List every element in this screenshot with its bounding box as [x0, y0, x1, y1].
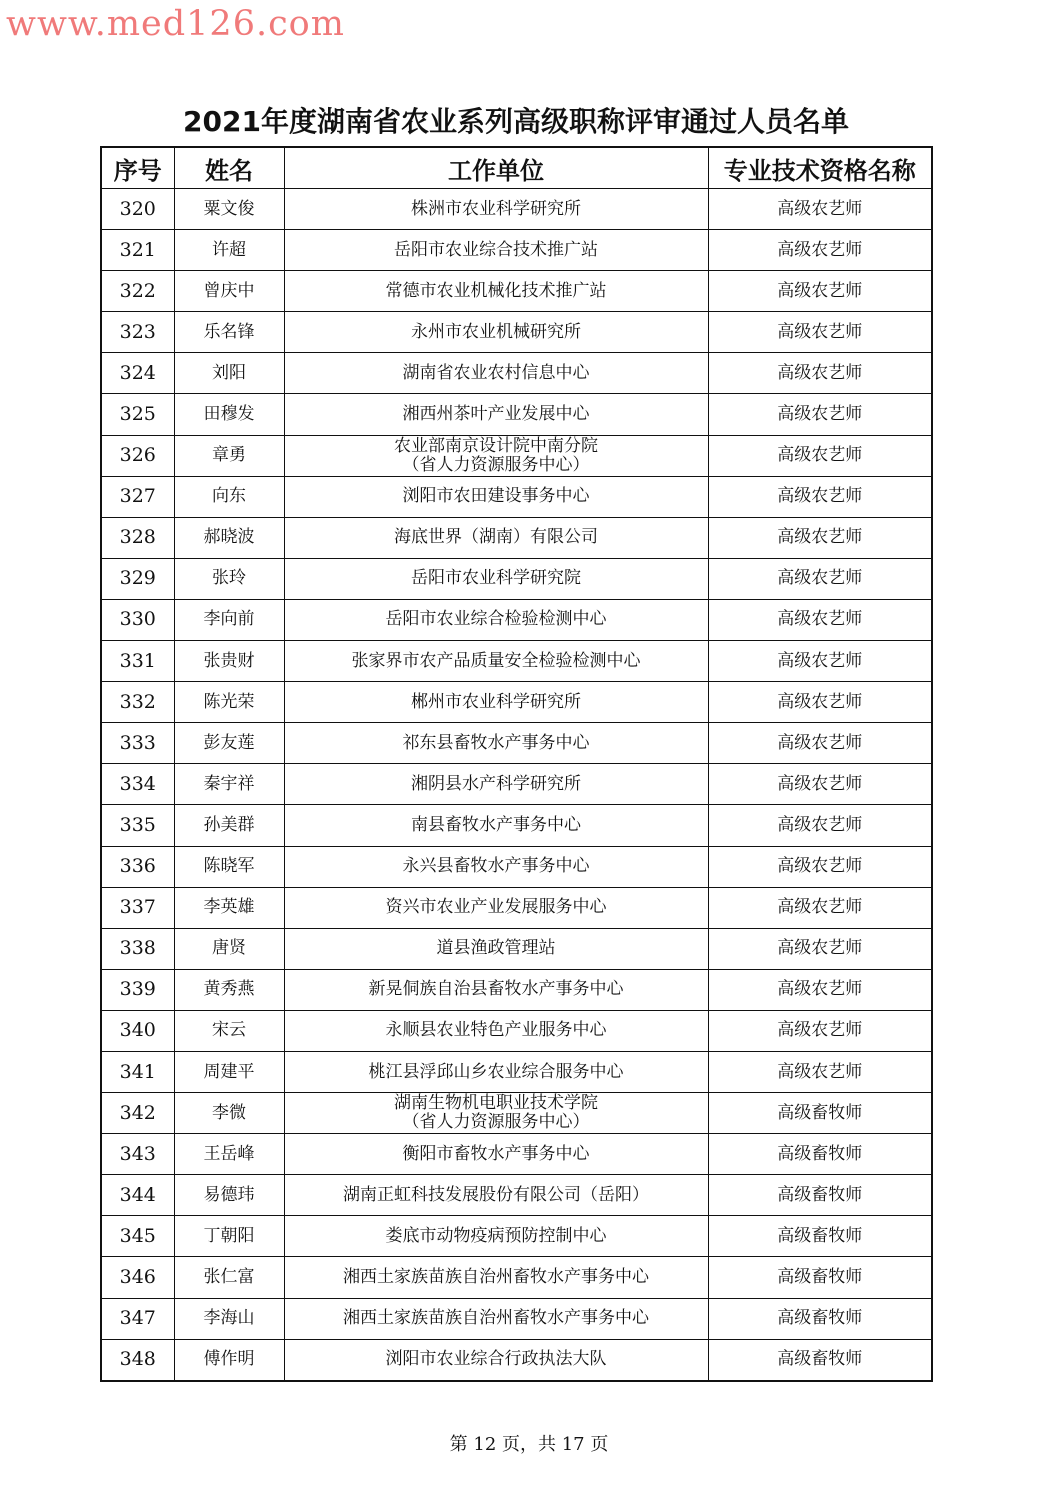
cell-name: 王岳峰 — [174, 1134, 284, 1175]
header-unit: 工作单位 — [284, 147, 708, 189]
cell-unit — [284, 558, 708, 599]
cell-name: 彭友莲 — [174, 723, 284, 764]
table-row — [101, 189, 932, 230]
cell-name: 章勇 — [174, 435, 284, 476]
cell-seq: 339 — [101, 969, 174, 1010]
unit-line: 衡阳市畜牧水产事务中心 — [402, 1143, 590, 1164]
table-row — [101, 1257, 932, 1298]
unit-line: 祁东县畜牧水产事务中心 — [402, 732, 590, 753]
cell-seq: 324 — [101, 353, 174, 394]
unit-line: 资兴市农业产业发展服务中心 — [385, 897, 607, 918]
cell-qualification: 高级农艺师 — [708, 764, 932, 805]
cell-qualification: 高级农艺师 — [708, 1051, 932, 1092]
cell-qualification: 高级农艺师 — [708, 846, 932, 887]
cell-seq: 338 — [101, 928, 174, 969]
cell-unit — [284, 435, 708, 476]
cell-unit — [284, 312, 708, 353]
cell-name: 向东 — [174, 476, 284, 517]
cell-unit — [284, 476, 708, 517]
cell-seq: 323 — [101, 312, 174, 353]
cell-name: 宋云 — [174, 1010, 284, 1051]
cell-unit — [284, 1216, 708, 1257]
cell-name: 乐名锋 — [174, 312, 284, 353]
unit-line: 浏阳市农业综合行政执法大队 — [385, 1349, 607, 1370]
cell-seq: 337 — [101, 887, 174, 928]
cell-qualification: 高级农艺师 — [708, 682, 932, 723]
cell-unit — [284, 887, 708, 928]
page-number: 第 12 页，共 17 页 — [449, 1434, 609, 1455]
table-row — [101, 435, 932, 476]
cell-seq: 327 — [101, 476, 174, 517]
cell-unit — [284, 1257, 708, 1298]
cell-name: 陈光荣 — [174, 682, 284, 723]
unit-line: 常德市农业机械化技术推广站 — [385, 280, 607, 301]
unit-line: 永兴县畜牧水产事务中心 — [402, 856, 590, 877]
table-row — [101, 1339, 932, 1381]
cell-qualification: 高级农艺师 — [708, 312, 932, 353]
unit-line: 娄底市动物疫病预防控制中心 — [385, 1225, 607, 1246]
table-row — [101, 805, 932, 846]
unit-line: 湘阴县水产科学研究所 — [411, 773, 581, 794]
cell-seq: 321 — [101, 230, 174, 271]
unit-line: 郴州市农业科学研究所 — [411, 691, 581, 712]
cell-seq: 336 — [101, 846, 174, 887]
cell-unit — [284, 723, 708, 764]
cell-name: 陈晓军 — [174, 846, 284, 887]
unit-line: 新晃侗族自治县畜牧水产事务中心 — [368, 979, 624, 1000]
unit-line: 桃江县浮邱山乡农业综合服务中心 — [368, 1061, 624, 1082]
table-row — [101, 599, 932, 640]
unit-line: 岳阳市农业综合检验检测中心 — [385, 609, 607, 630]
cell-qualification: 高级农艺师 — [708, 723, 932, 764]
unit-line: 永顺县农业特色产业服务中心 — [385, 1020, 607, 1041]
cell-name: 张玲 — [174, 558, 284, 599]
cell-name: 刘阳 — [174, 353, 284, 394]
cell-unit — [284, 271, 708, 312]
cell-unit — [284, 1010, 708, 1051]
unit-line: 湘西州茶叶产业发展中心 — [402, 404, 590, 425]
cell-qualification: 高级农艺师 — [708, 558, 932, 599]
cell-qualification: 高级畜牧师 — [708, 1216, 932, 1257]
cell-unit — [284, 805, 708, 846]
table-row — [101, 558, 932, 599]
cell-unit — [284, 641, 708, 682]
table-row — [101, 230, 932, 271]
cell-unit — [284, 1093, 708, 1134]
cell-seq: 333 — [101, 723, 174, 764]
cell-seq: 340 — [101, 1010, 174, 1051]
cell-name: 张贵财 — [174, 641, 284, 682]
cell-unit — [284, 764, 708, 805]
unit-line: 永州市农业机械研究所 — [411, 321, 581, 342]
unit-line: 湖南正虹科技发展股份有限公司（岳阳） — [343, 1184, 649, 1205]
cell-name: 孙美群 — [174, 805, 284, 846]
table-row — [101, 764, 932, 805]
cell-name: 李向前 — [174, 599, 284, 640]
unit-line: 岳阳市农业科学研究院 — [411, 568, 581, 589]
cell-name: 秦宇祥 — [174, 764, 284, 805]
cell-qualification: 高级农艺师 — [708, 353, 932, 394]
cell-seq: 334 — [101, 764, 174, 805]
watermark: www.med126.com — [6, 4, 345, 44]
cell-seq: 345 — [101, 1216, 174, 1257]
table-row — [101, 1051, 932, 1092]
header-seq: 序号 — [101, 147, 174, 189]
unit-line: 海底世界（湖南）有限公司 — [394, 527, 598, 548]
cell-qualification: 高级农艺师 — [708, 641, 932, 682]
table-row — [101, 1093, 932, 1134]
cell-qualification: 高级畜牧师 — [708, 1093, 932, 1134]
unit-line: 湘西土家族苗族自治州畜牧水产事务中心 — [343, 1266, 649, 1287]
unit-line: 岳阳市农业综合技术推广站 — [394, 239, 598, 260]
header-qualification: 专业技术资格名称 — [708, 147, 932, 189]
cell-seq: 329 — [101, 558, 174, 599]
cell-seq: 342 — [101, 1093, 174, 1134]
table-row — [101, 1134, 932, 1175]
cell-seq: 326 — [101, 435, 174, 476]
table-row — [101, 312, 932, 353]
cell-qualification: 高级农艺师 — [708, 805, 932, 846]
unit-line-secondary: （省人力资源服务中心） — [402, 1112, 590, 1133]
cell-qualification: 高级畜牧师 — [708, 1339, 932, 1381]
cell-name: 田穆发 — [174, 394, 284, 435]
cell-qualification: 高级农艺师 — [708, 599, 932, 640]
cell-qualification: 高级农艺师 — [708, 969, 932, 1010]
cell-unit — [284, 394, 708, 435]
unit-line: 道县渔政管理站 — [436, 938, 556, 959]
cell-unit — [284, 230, 708, 271]
cell-unit — [284, 846, 708, 887]
cell-qualification: 高级农艺师 — [708, 230, 932, 271]
unit-line: 南县畜牧水产事务中心 — [411, 814, 581, 835]
cell-unit — [284, 682, 708, 723]
table-row — [101, 969, 932, 1010]
roster-table — [100, 146, 933, 1382]
cell-name: 李微 — [174, 1093, 284, 1134]
unit-line: 农业部南京设计院中南分院 — [394, 435, 598, 456]
table-row — [101, 682, 932, 723]
cell-unit — [284, 969, 708, 1010]
cell-name: 唐贤 — [174, 928, 284, 969]
header-name: 姓名 — [174, 147, 284, 189]
table-row — [101, 394, 932, 435]
table-row — [101, 641, 932, 682]
cell-name: 曾庆中 — [174, 271, 284, 312]
cell-seq: 320 — [101, 189, 174, 230]
cell-name: 易德玮 — [174, 1175, 284, 1216]
cell-unit — [284, 1298, 708, 1339]
cell-unit — [284, 599, 708, 640]
unit-line-secondary: （省人力资源服务中心） — [402, 454, 590, 475]
table-row — [101, 1175, 932, 1216]
cell-name: 粟文俊 — [174, 189, 284, 230]
table-row — [101, 1010, 932, 1051]
page-title: 2021年度湖南省农业系列高级职称评审通过人员名单 — [183, 105, 849, 138]
cell-seq: 328 — [101, 517, 174, 558]
table-row — [101, 353, 932, 394]
cell-name: 张仁富 — [174, 1257, 284, 1298]
table-row — [101, 887, 932, 928]
cell-qualification: 高级畜牧师 — [708, 1175, 932, 1216]
cell-seq: 347 — [101, 1298, 174, 1339]
table-row — [101, 1298, 932, 1339]
table-row — [101, 928, 932, 969]
cell-qualification: 高级农艺师 — [708, 476, 932, 517]
cell-qualification: 高级农艺师 — [708, 928, 932, 969]
cell-seq: 331 — [101, 641, 174, 682]
table-row — [101, 1216, 932, 1257]
cell-seq: 341 — [101, 1051, 174, 1092]
cell-name: 郝晓波 — [174, 517, 284, 558]
cell-qualification: 高级畜牧师 — [708, 1257, 932, 1298]
cell-name: 李海山 — [174, 1298, 284, 1339]
cell-qualification: 高级畜牧师 — [708, 1298, 932, 1339]
cell-unit — [284, 1134, 708, 1175]
cell-seq: 344 — [101, 1175, 174, 1216]
unit-line: 浏阳市农田建设事务中心 — [402, 486, 590, 507]
table-header-row — [101, 147, 932, 189]
cell-name: 许超 — [174, 230, 284, 271]
cell-name: 傅作明 — [174, 1339, 284, 1381]
unit-line: 湖南省农业农村信息中心 — [402, 362, 590, 383]
cell-seq: 330 — [101, 599, 174, 640]
table-row — [101, 476, 932, 517]
cell-qualification: 高级农艺师 — [708, 887, 932, 928]
cell-seq: 335 — [101, 805, 174, 846]
cell-seq: 346 — [101, 1257, 174, 1298]
cell-name: 黄秀燕 — [174, 969, 284, 1010]
cell-qualification: 高级农艺师 — [708, 1010, 932, 1051]
cell-seq: 332 — [101, 682, 174, 723]
cell-unit — [284, 189, 708, 230]
cell-seq: 348 — [101, 1339, 174, 1381]
cell-qualification: 高级农艺师 — [708, 435, 932, 476]
cell-name: 李英雄 — [174, 887, 284, 928]
table-row — [101, 846, 932, 887]
cell-unit — [284, 1051, 708, 1092]
table-row — [101, 517, 932, 558]
cell-qualification: 高级农艺师 — [708, 271, 932, 312]
cell-unit — [284, 1175, 708, 1216]
cell-unit — [284, 353, 708, 394]
cell-seq: 325 — [101, 394, 174, 435]
cell-qualification: 高级农艺师 — [708, 517, 932, 558]
cell-unit — [284, 928, 708, 969]
table-body — [101, 189, 932, 1381]
cell-qualification: 高级畜牧师 — [708, 1134, 932, 1175]
cell-qualification: 高级农艺师 — [708, 394, 932, 435]
cell-unit — [284, 1339, 708, 1381]
cell-unit — [284, 517, 708, 558]
cell-qualification: 高级农艺师 — [708, 189, 932, 230]
cell-seq: 322 — [101, 271, 174, 312]
unit-line: 湖南生物机电职业技术学院 — [394, 1093, 598, 1114]
table-row — [101, 271, 932, 312]
unit-line: 株洲市农业科学研究所 — [411, 198, 581, 219]
unit-line: 张家界市农产品质量安全检验检测中心 — [351, 650, 641, 671]
cell-seq: 343 — [101, 1134, 174, 1175]
cell-name: 丁朝阳 — [174, 1216, 284, 1257]
unit-line: 湘西土家族苗族自治州畜牧水产事务中心 — [343, 1308, 649, 1329]
table-row — [101, 723, 932, 764]
cell-name: 周建平 — [174, 1051, 284, 1092]
